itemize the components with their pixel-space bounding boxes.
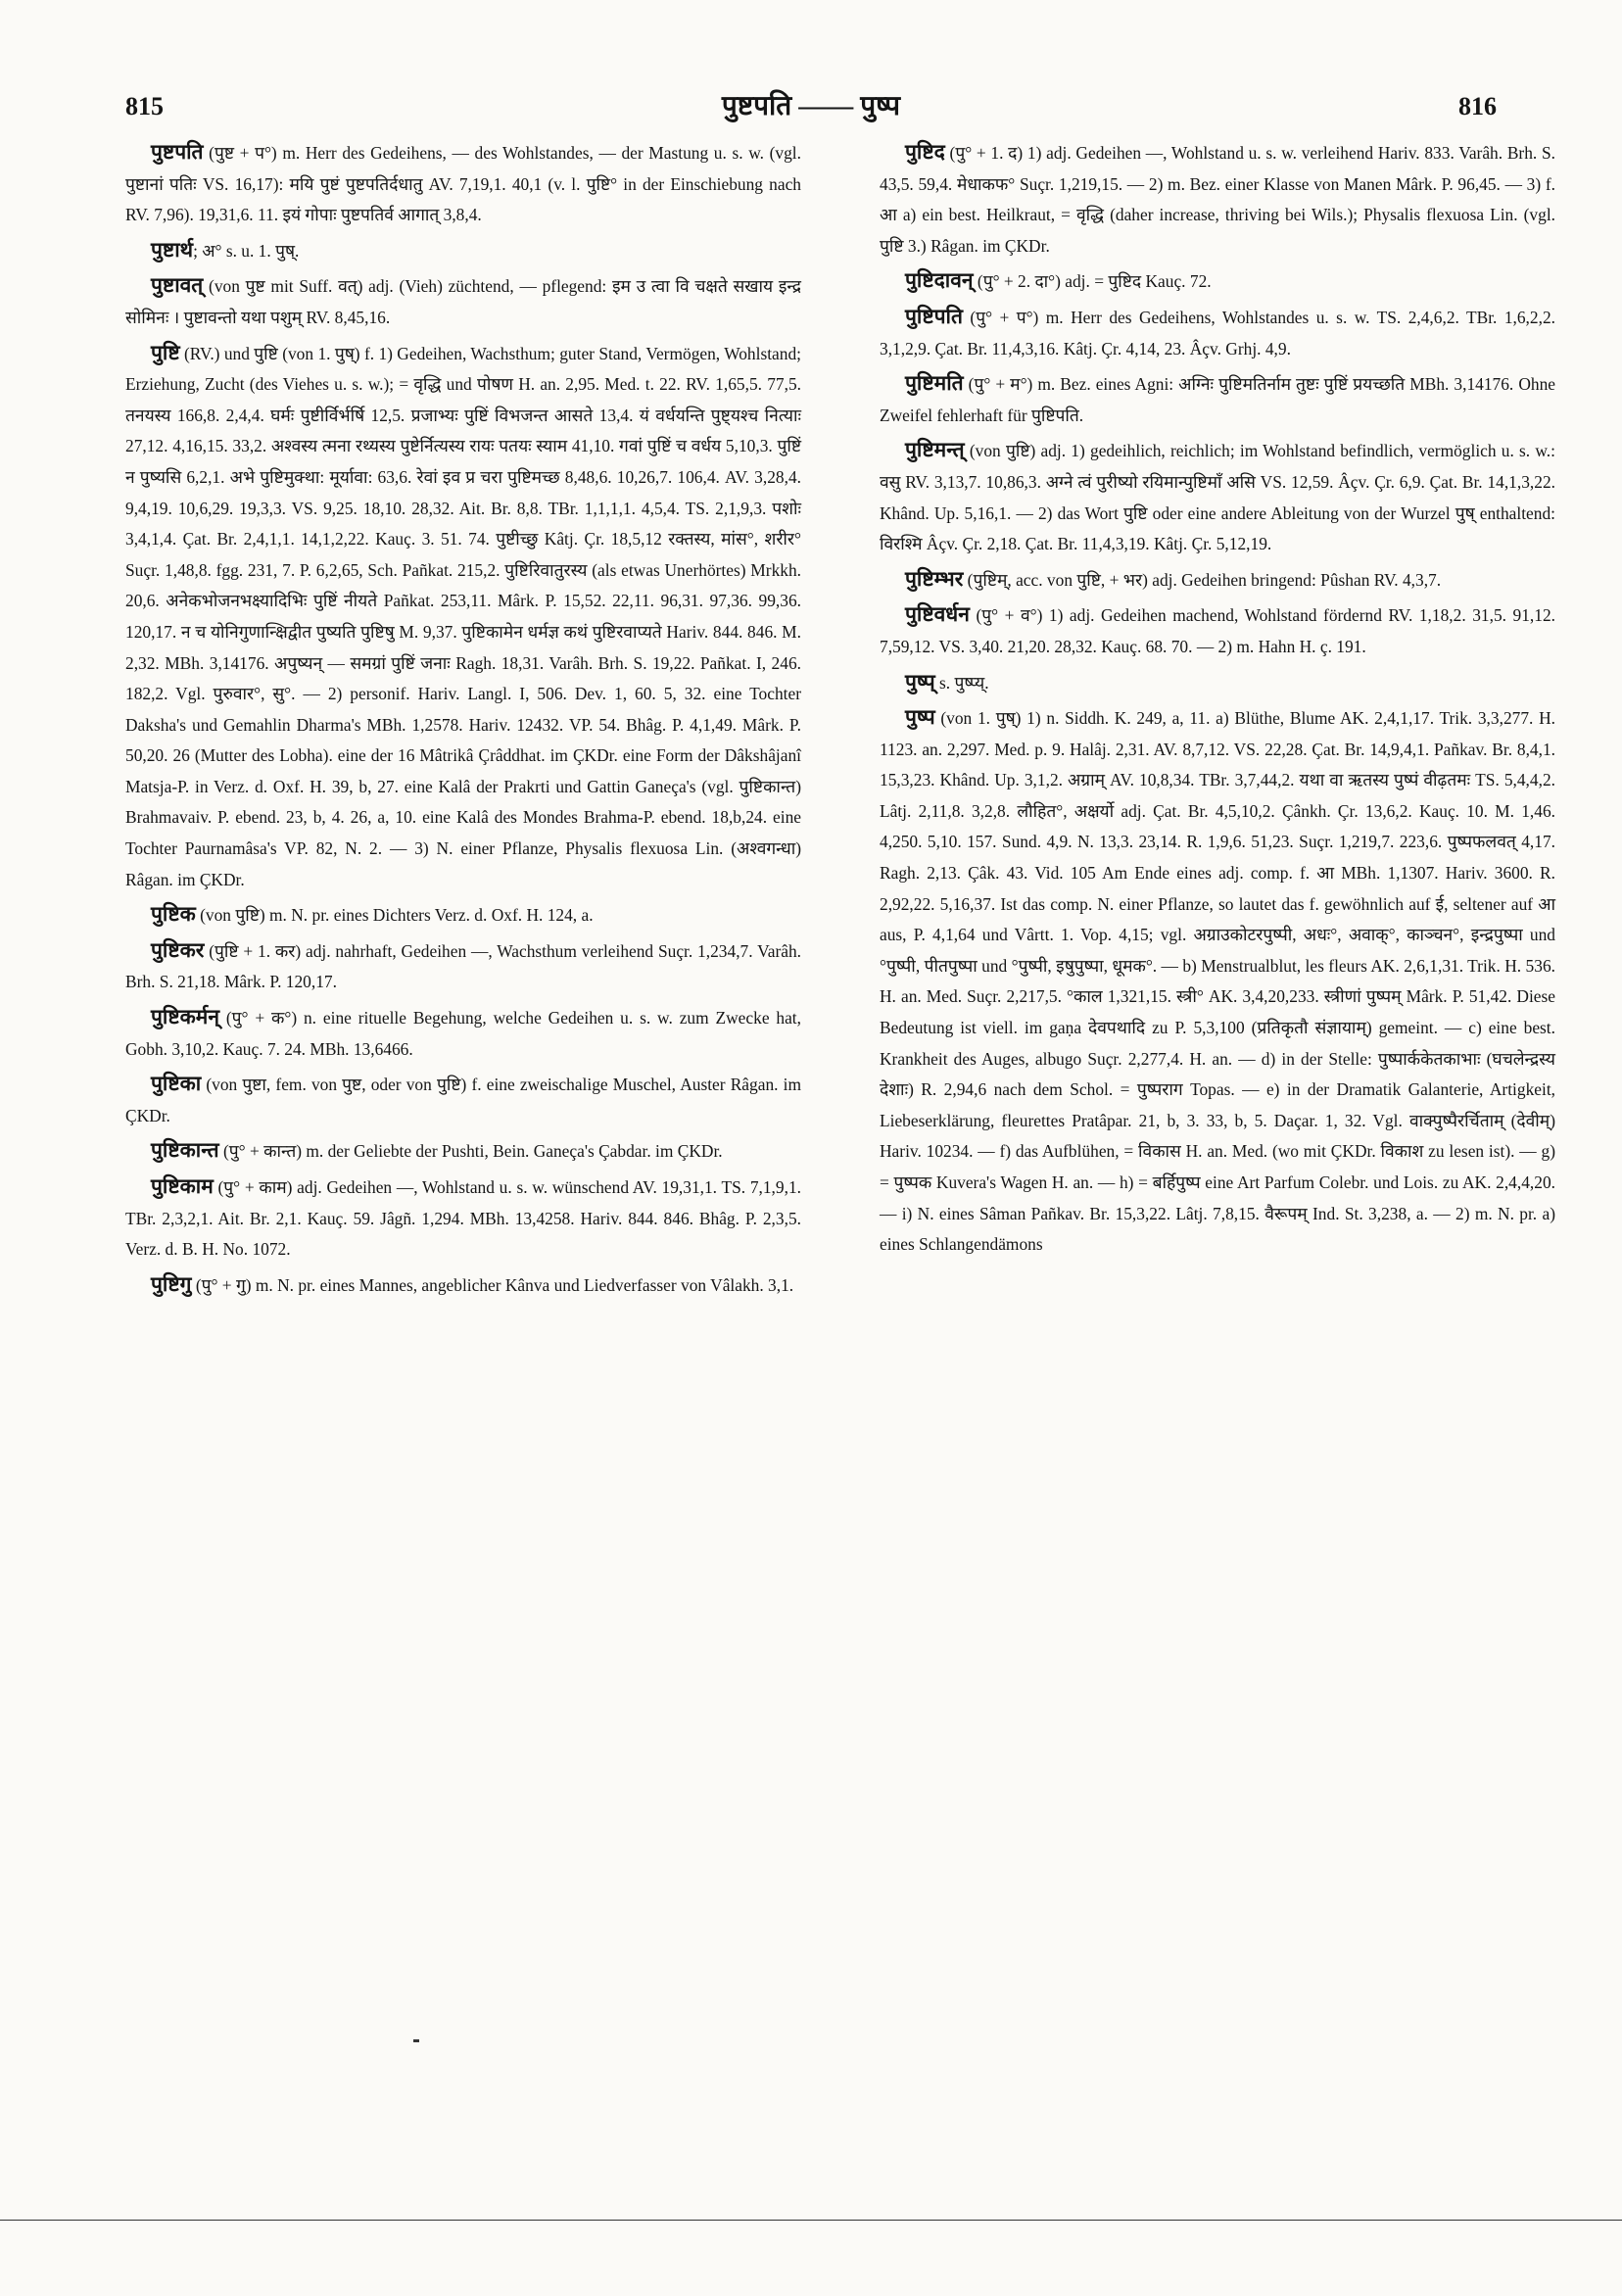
- entry-text: (पु° + कान्त) m. der Geliebte der Pushti, Bein. Ganeça's Çabdar. im ÇKDr.: [223, 1141, 723, 1162]
- dictionary-entry: [880, 435, 1555, 559]
- dictionary-entry: [125, 1002, 801, 1065]
- entry-headword: पुष्टि: [151, 340, 180, 364]
- entry-text: (पु° + काम) adj. Gedeihen —, Wohlstand u. s. w. wünschend AV. 19,31,1. TS. 7,1,9,1. TBr. 2,3,2,1. Ait. Br. 2,1. Kauç. 59. Jâgñ. 1,294. MBh. 13,4258. Hariv. 844. 846. Bhâg. P. 2,3,5. Verz. d. B. H. No. 1072.: [125, 1177, 801, 1260]
- entry-text: (पुष्ट + प°) m. Herr des Gedeihens, — des Wohlstandes, — der Mastung u. s. w. (vgl. पुष्टानां पतिः VS. 16,17): मयि पुष्टं पुष्टपतिर्दधातु AV. 7,19,1. 40,1 (v. l. पुष्टि° in der Einschiebung nach RV. 7,96). 19,31,6. 11. इयं गोपाः पुष्टपतिर्व आगात् 3,8,4.: [125, 143, 801, 225]
- entry-headword: पुष्टिकाम: [151, 1174, 214, 1198]
- dictionary-entry: [125, 1172, 801, 1266]
- entry-headword: पुष्टिद: [905, 140, 945, 164]
- dictionary-entry: [125, 137, 801, 231]
- dictionary-entry: [125, 1135, 801, 1168]
- page-header: [125, 82, 1497, 125]
- entry-text: (von 1. पुष्) 1) n. Siddh. K. 249, a, 11. a) Blüthe, Blume AK. 2,4,1,17. Trik. 3,3,277. H. 1123. an. 2,297. Med. p. 9. Halâj. 2,31. AV. 8,7,12. VS. 22,28. Çat. Br. 14,9,4,1. Pañkav. Br. 8,4,1. 15,3,23. Khând. Up. 3,1,2. अग्राम् AV. 10,8,34. TBr. 3,7,44,2. यथा वा ऋतस्य पुष्पं वीढ़तमः TS. 5,4,4,2. Lâtj. 2,11,8. 3,2,8. लौहित°, अक्षर्यो adj. Çat. Br. 4,5,10,2. Çânkh. Çr. 13,6,2. Kauç. 10. M. 1,46. 4,250. 5,10. 157. Sund. 4,9. N. 13,3. 23,14. R. 1,9,6. 51,23. Suçr. 1,219,7. 223,6. पुष्पफलवत् 4,17. Ragh. 2,13. Çâk. 43. Vid. 105 Am Ende eines adj. comp. f. आ MBh. 1,1307. Hariv. 3600. R. 2,92,22. 5,16,37. Ist das comp. N. einer Pflanze, so lautet das f. gewöhnlich auf ई, seltener auf आ aus, P. 4,1,64 und Vârtt. 1. Vop. 4,15; vgl. अग्राउकोटरपुष्पी, अधः°, अवाक्°, काञ्चन°, इन्द्रपुष्पा und °पुष्पी, पीतपुष्पा und °पुष्पी, इषुपुष्पा, धूमक°. — b) Menstrualblut, les fleurs AK. 2,6,1,31. Trik. H. 536. H. an. Med. Suçr. 2,217,5. °काल 1,321,15. स्त्री° AK. 3,4,20,233. स्त्रीणां पुष्पम् Mârk. P. 51,42. Diese Bedeutung ist viell. im gaṇa देवपथादि zu P. 5,3,100 (प्रतिकृतौ संज्ञायाम्) gemeint. — c) eine best. Krankheit des Auges, albugo Suçr. 2,277,4. H. an. — d) in der Stelle: पुष्पार्ककेतकाभाः (घचलेन्द्रस्य देशाः) R. 2,94,6 nach dem Schol. = पुष्पराग Topas. — e) in der Dramatik Galanterie, Artigkeit, Liebeserklärung, fleurettes Pratâpar. 21, b, 3. 33, b, 5. Daçar. 1, 32. Vgl. वाक्पुष्पैरर्चिताम् (देवीम्) Hariv. 10234. — f) das Aufblühen, = विकास H. an. Med. (wo mit ÇKDr. विकाश zu lesen ist). — g) = पुष्पक Kuvera's Wagen H. an. — h) = बर्हिपुष्प eine Art Parfum Colebr. und Lois. zu AK. 2,4,4,20. — i) N. eines Sâman Pañkav. Br. 15,3,22. Lâtj. 7,8,15. वैरूपम् Ind. St. 3,238, a. — 2) m. N. pr. a) eines Schlangendämons: [880, 708, 1556, 1255]
- dictionary-entry: [125, 270, 801, 333]
- entry-headword: पुष्टावत्: [151, 273, 204, 298]
- entry-headword: पुष्टिम्भर: [905, 566, 964, 591]
- dictionary-entry: [880, 667, 1555, 699]
- entry-headword: पुष्टिमति: [905, 371, 964, 396]
- bottom-rule: [0, 2220, 1622, 2221]
- entry-headword: पुष्प: [905, 705, 935, 730]
- dictionary-entry: [125, 338, 801, 896]
- stray-mark: [413, 2039, 419, 2042]
- entry-text: (पु° + क°) n. eine rituelle Begehung, welche Gedeihen u. s. w. zum Zwecke hat, Gobh. 3,10,2. Kauç. 7. 24. MBh. 13,6466.: [125, 1008, 801, 1059]
- entry-headword: पुष्टिका: [151, 1072, 202, 1096]
- entry-headword: पुष्टपति: [151, 140, 204, 164]
- dictionary-entry: [880, 302, 1555, 364]
- dictionary-entry: [880, 564, 1555, 597]
- entry-text: (von पुष्ट mit Suff. वत्) adj. (Vieh) züchtend, — pflegend: इम उ त्वा वि चक्षते सखाय इन्द्र सोमिनः । पुष्टावन्तो यथा पशुम् RV. 8,45,16.: [125, 276, 801, 327]
- entry-headword: पुष्टिक: [151, 902, 196, 927]
- entry-headword: पुष्टिकर: [151, 937, 205, 962]
- entry-text: (पु° + गु) m. N. pr. eines Mannes, angeblicher Kânva und Liedverfasser von Vâlakh. 3,1.: [195, 1274, 794, 1295]
- entry-headword: पुष्टिकान्त: [151, 1138, 219, 1163]
- entry-text: (पु° + म°) m. Bez. eines Agni: अग्निः पुष्टिमतिर्नाम तुष्टः पुष्टिं प्रयच्छति MBh. 3,14176. Ohne Zweifel fehlerhaft für पुष्टिपति.: [880, 374, 1555, 425]
- entry-headword: पुष्टिवर्धन: [905, 602, 970, 627]
- entry-text: ; अ° s. u. 1. पुष्.: [193, 240, 300, 261]
- entry-text: (पु° + प°) m. Herr des Gedeihens, Wohlstandes u. s. w. TS. 2,4,6,2. TBr. 1,6,2,2. 3,1,2,9. Çat. Br. 11,4,3,16. Kâtj. Çr. 4,14, 23. Âçv. Grhj. 4,9.: [880, 307, 1555, 359]
- dictionary-entry: [880, 368, 1555, 431]
- dictionary-entry: [880, 265, 1555, 298]
- entry-headword: पुष्टार्थ: [151, 237, 194, 262]
- entry-headword: पुष्टिमन्त्: [905, 438, 965, 462]
- entry-headword: पुष्प्: [905, 669, 935, 694]
- entry-text: (von पुष्टि) adj. 1) gedeihlich, reichlich; im Wohlstand befindlich, vermöglich u. s. w.: वसु RV. 3,13,7. 10,86,3. अग्ने त्वं पुरीष्यो रयिमान्पुष्टिमाँ असि VS. 12,59. Âçv. Çr. 6,9. Çat. Br. 14,1,3,22. Khând. Up. 5,16,1. — 2) das Wort पुष्टि oder eine andere Ableitung von der Wurzel पुष् enthaltend: विरश्मि Âçv. Çr. 2,18. Çat. Br. 11,4,3,19. Kâtj. Çr. 5,12,19.: [880, 441, 1555, 554]
- dictionary-entry: [880, 702, 1555, 1261]
- entry-headword: पुष्टिपति: [905, 304, 963, 328]
- entry-text: (von पुष्टि) m. N. pr. eines Dichters Verz. d. Oxf. H. 124, a.: [200, 905, 594, 926]
- left-column: [125, 137, 801, 1305]
- dictionary-entry: [125, 935, 801, 998]
- entry-headword: पुष्टिदावन्: [905, 268, 974, 293]
- dictionary-entry: [880, 599, 1555, 662]
- dictionary-entry: [880, 137, 1555, 262]
- right-column: [880, 137, 1555, 1265]
- entry-text: (RV.) und पुष्टि (von 1. पुष्) f. 1) Gedeihen, Wachsthum; guter Stand, Vermögen, Wohlstand; Erziehung, Zucht (des Viehes u. s. w.); = वृद्धि und पोषण H. an. 2,95. Med. t. 22. RV. 1,65,5. 77,5. तनयस्य 166,8. 2,4,4. घर्मः पुष्टीर्विर्भर्षि 12,5. प्रजाभ्यः पुष्टिं विभजन्त आसते 13,4. यं वर्धयन्ति पुष्ट्यश्च नित्याः 27,12. 4,16,15. 33,2. अश्वस्य त्मना रथ्यस्य पुष्टेर्नित्यस्य रायः पतयः स्याम 41,10. गवां पुष्टिं च वर्धय 5,10,3. पुष्टिं न पुष्यसि 6,2,1. अभे पुष्टिमुक्था: मूर्यावा: 63,6. रेवां इव प्र चरा पुष्टिमच्छ 8,48,6. 10,26,7. 106,4. AV. 3,28,4. 9,4,19. 10,6,29. 19,3,3. VS. 9,25. 18,10. 28,32. Ait. Br. 8,8. TBr. 1,1,1,1. 4,5,4. TS. 2,1,9,3. पशोः 3,4,1,4. Çat. Br. 2,4,1,1. 14,1,2,22. Kauç. 3. 51. 74. पुष्टीच्छु Kâtj. Çr. 18,5,12 रक्तस्य, मांस°, शरीर° Suçr. 1,48,8. fgg. 231, 7. P. 6,2,65, Sch. Pañkat. 215,2. पुष्टिरिवातुरस्य (als etwas Unerhörtes) Mrkkh. 20,6. अनेकभोजनभक्ष्यादिभिः पुष्टिं नीयते Pañkat. 253,11. Mârk. P. 15,52. 22,11. 96,31. 97,36. 99,36. 120,17. न च योनिगुणान्क्षिद्वीत पुष्यति पुष्टिषु M. 9,37. पुष्टिकामेन धर्मज्ञ कथं पुष्टिरवाप्यते Hariv. 844. 846. M. 2,32. MBh. 3,14176. अपुष्यन् — समग्रां पुष्टिं जनाः Ragh. 18,31. Varâh. Brh. S. 19,22. Pañkat. I, 246. 182,2. Vgl. पुरुवार°, सु°. — 2) personif. Hariv. Langl. I, 506. Dev. 1, 60. 5, 32. eine Tochter Daksha's und Gemahlin Dharma's MBh. 1,2578. Hariv. 12432. VP. 54. Bhâg. P. 4,1,49. Mârk. P. 50,20. 26 (Mutter des Lobha). eine der 16 Mâtrikâ Çrâddhat. im ÇKDr. eine Form der Dâkshâjanî Matsja-P. in Verz. d. Oxf. H. 39, b, 27. eine Kalâ der Prakrti und Gattin Ganeça's (vgl. पुष्टिकान्त) Brahmavaiv. P. ebend. 23, b, 4. 26, a, 10. eine Kalâ des Mondes Brahma-P. ebend. 18,b,24. eine Tochter Paurnamâsa's VP. 82, N. 2. — 3) N. einer Pflanze, Physalis flexuosa Lin. (अश्वगन्धा) Râgan. im ÇKDr.: [125, 343, 801, 889]
- entry-text: (पु° + 2. दा°) adj. = पुष्टिद Kauç. 72.: [977, 271, 1212, 292]
- entry-text: (von पुष्टा, fem. von पुष्ट, oder von पुष्टि) f. eine zweischalige Muschel, Auster Râgan. im ÇKDr.: [125, 1075, 801, 1125]
- dictionary-entry: [125, 1069, 801, 1131]
- dictionary-entry: [125, 899, 801, 932]
- entry-text: (पु° + 1. द) 1) adj. Gedeihen —, Wohlstand u. s. w. verleihend Hariv. 833. Varâh. Brh. S. 43,5. 59,4. मेधाकफ° Suçr. 1,219,15. — 2) m. Bez. einer Klasse von Manen Mârk. P. 96,45. — 3) f. आ a) ein best. Heilkraut, = वृद्धि (daher increase, thriving bei Wils.); Physalis flexuosa Lin. (vgl. पुष्टि 3.) Râgan. im ÇKDr.: [880, 143, 1555, 256]
- dictionary-entry: [125, 235, 801, 267]
- entry-text: (पुष्टिम्, acc. von पुष्टि, + भर) adj. Gedeihen bringend: Pûshan RV. 4,3,7.: [967, 569, 1442, 590]
- entry-headword: पुष्टिकर्मन्: [151, 1005, 219, 1029]
- entry-text: (पुष्टि + 1. कर) adj. nahrhaft, Gedeihen —, Wachsthum verleihend Suçr. 1,234,7. Varâh. Brh. S. 21,18. Mârk. P. 120,17.: [125, 940, 801, 992]
- entry-text: s. पुष्प्य्.: [938, 672, 989, 693]
- page-number-right: 816: [1458, 92, 1497, 120]
- entry-headword: पुष्टिगु: [151, 1271, 192, 1296]
- running-head: पुष्टपति —— पुष्प: [721, 91, 901, 121]
- entry-text: (पु° + व°) 1) adj. Gedeihen machend, Wohlstand fördernd RV. 1,18,2. 31,5. 91,12. 7,59,12. VS. 3,40. 21,20. 28,32. Kauç. 68. 70. — 2) m. Hahn H. ç. 191.: [880, 605, 1555, 656]
- dictionary-entry: [125, 1269, 801, 1302]
- page-number-left: 815: [125, 92, 164, 120]
